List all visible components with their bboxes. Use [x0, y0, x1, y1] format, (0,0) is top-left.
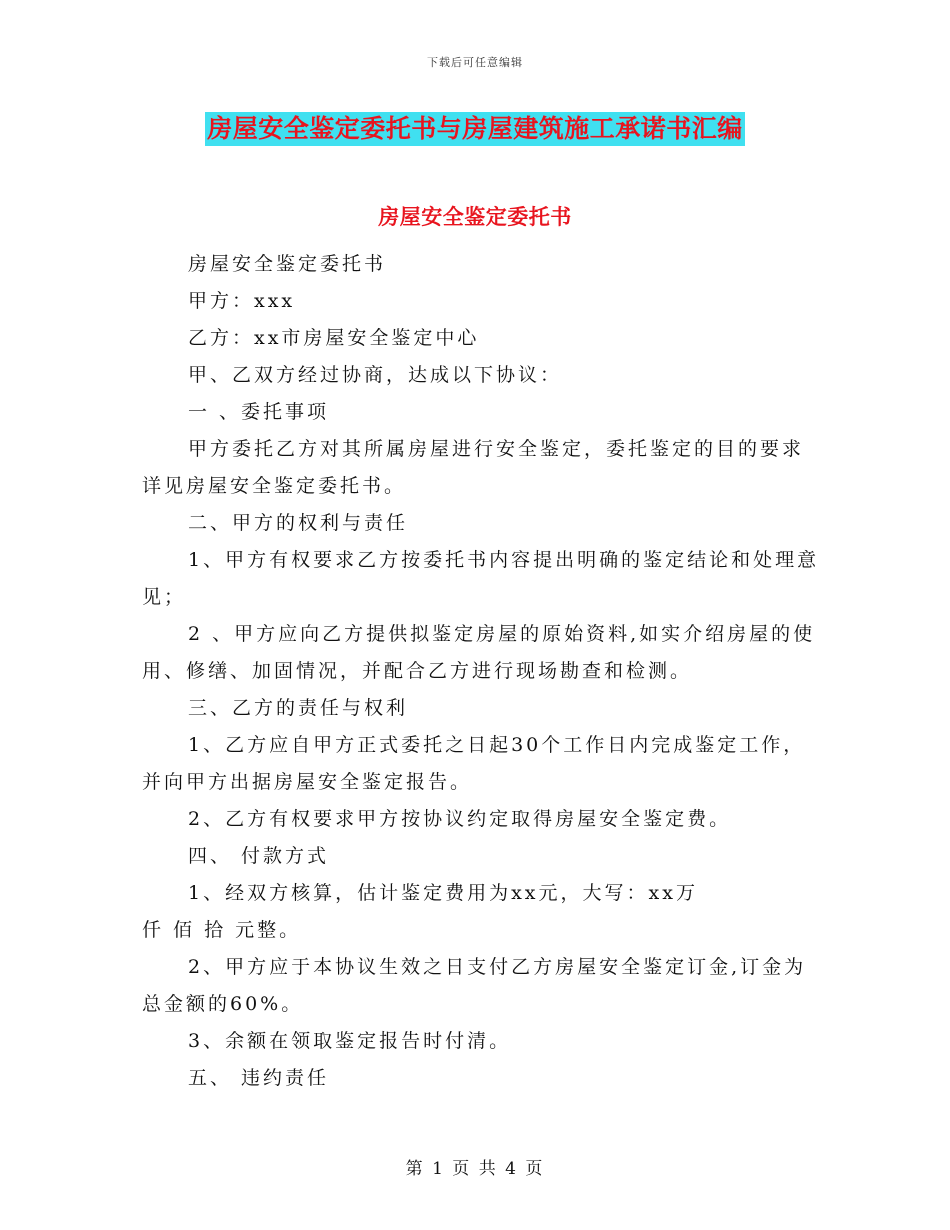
- paragraph-line: 3、余额在领取鉴定报告时付清。: [188, 1030, 512, 1052]
- section-title: 房屋安全鉴定委托书: [378, 204, 572, 229]
- main-title: 房屋安全鉴定委托书与房屋建筑施工承诺书汇编: [205, 112, 745, 146]
- paragraph-line: 甲、乙双方经过协商，达成以下协议：: [188, 364, 563, 386]
- paragraph-line: 详见房屋安全鉴定委托书。: [142, 475, 407, 497]
- paragraph-line: 1、经双方核算，估计鉴定费用为xx元，大写：xx万: [188, 882, 698, 904]
- paragraph-line: 乙方：xx市房屋安全鉴定中心: [188, 327, 480, 349]
- paragraph-line: 1、甲方有权要求乙方按委托书内容提出明确的鉴定结论和处理意: [188, 549, 820, 571]
- page-footer: 第 1 页 共 4 页: [405, 1159, 545, 1179]
- paragraph-line: 三、乙方的责任与权利: [188, 697, 409, 719]
- paragraph-line: 二、甲方的权利与责任: [188, 512, 409, 534]
- paragraph-line: 一 、委托事项: [188, 401, 330, 423]
- paragraph-line: 甲方委托乙方对其所属房屋进行安全鉴定，委托鉴定的目的要求: [188, 438, 805, 460]
- paragraph-line: 2 、甲方应向乙方提供拟鉴定房屋的原始资料,如实介绍房屋的使: [188, 623, 816, 645]
- paragraph-line: 2、乙方有权要求甲方按协议约定取得房屋安全鉴定费。: [188, 808, 732, 830]
- paragraph-line: 2、甲方应于本协议生效之日支付乙方房屋安全鉴定订金,订金为: [188, 956, 807, 978]
- paragraph-line: 并向甲方出据房屋安全鉴定报告。: [142, 771, 473, 793]
- paragraph-line: 房屋安全鉴定委托书: [188, 253, 387, 275]
- paragraph-line: 总金额的60%。: [142, 993, 304, 1015]
- header-note: 下载后可任意编辑: [427, 56, 523, 69]
- paragraph-line: 仟 佰 拾 元整。: [142, 919, 302, 941]
- paragraph-line: 甲方：xxx: [188, 290, 296, 312]
- document-body: [142, 246, 820, 1097]
- main-title-wrap: [0, 112, 950, 146]
- paragraph-line: 五、 违约责任: [188, 1067, 330, 1089]
- paragraph-line: 1、乙方应自甲方正式委托之日起30个工作日内完成鉴定工作，: [188, 734, 806, 756]
- paragraph-line: 四、 付款方式: [188, 845, 330, 867]
- paragraph-line: 见；: [142, 586, 187, 608]
- paragraph-line: 用、修缮、加固情况，并配合乙方进行现场勘查和检测。: [142, 660, 693, 682]
